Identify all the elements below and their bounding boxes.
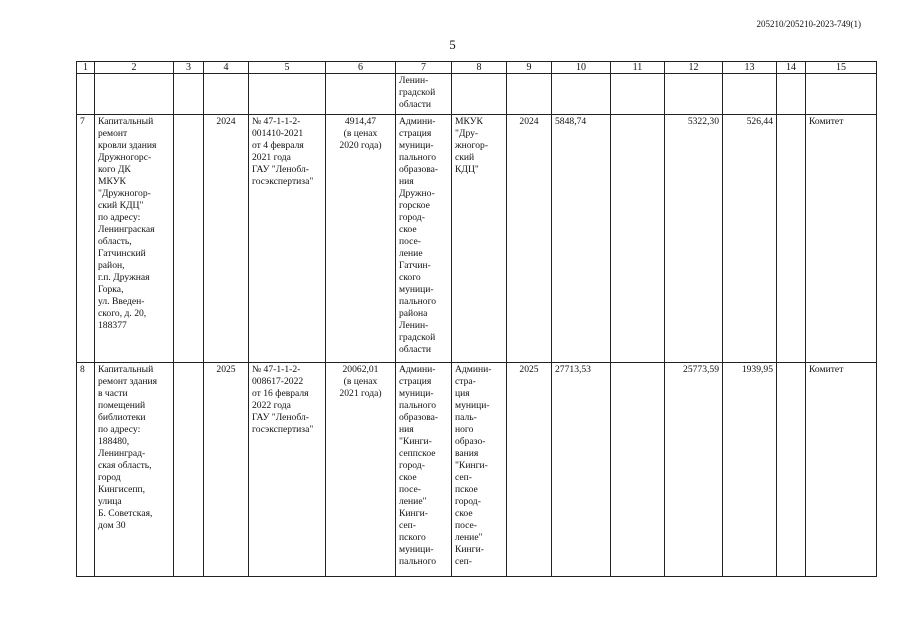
cell-customer: Админи- страция муници- пального образова- ния Дружно- горское город- ское посе- ление Гатчин- ского муници- пального района Ленин- градской области [396,115,452,363]
cell-col3 [174,363,204,577]
column-number: 2 [95,62,174,74]
cell-row-number: 7 [77,115,95,363]
cell-year: 2025 [204,363,249,577]
cell-expertise: № 47-1-1-2- 001410-2021 от 4 февраля 2021 года ГАУ "Ленобл- госэкспертиза" [249,115,326,363]
column-number-header-row [77,62,877,74]
cell-col11 [611,363,665,577]
column-number: 8 [452,62,507,74]
cell-estimated-cost: 4914,47 (в ценах 2020 года) [326,115,396,363]
cell-developer: Админи- стра- ция муници- паль- ного образо- вания "Кинги- сеп- пское город- ское посе- ление" Кинги- сеп- [452,363,507,577]
cell-regional-budget: 25773,59 [665,363,723,577]
cell-col14 [777,363,806,577]
cell-customer: Админи- страция муници- пального образова- ния "Кинги- сеппское город- ское посе- ление" Кинги- сеп- пского муници- пального [396,363,452,577]
cell-estimated-cost: 20062,01 (в ценах 2021 года) [326,363,396,577]
cell-year: 2024 [204,115,249,363]
cell-customer-continued: Ленин- градской области [396,74,452,115]
cell-object-name: Капитальный ремонт здания в части помещений библиотеки по адресу: 188480, Ленинград- ская область, город Кингисепп, улица Б. Советская, дом 30 [95,363,174,577]
cell-total: 5848,74 [552,115,611,363]
column-number: 5 [249,62,326,74]
cell-developer: МКУК "Дру- жногор- ский КДЦ" [452,115,507,363]
table-row [77,363,877,577]
program-table [76,61,877,577]
cell-local-budget: 526,44 [723,115,777,363]
column-number: 10 [552,62,611,74]
document-id: 205210/205210-2023-749(1) [756,19,861,29]
cell-total: 27713,53 [552,363,611,577]
table-row [77,115,877,363]
column-number: 11 [611,62,665,74]
column-number: 15 [806,62,877,74]
cell-regional-budget: 5322,30 [665,115,723,363]
column-number: 12 [665,62,723,74]
column-number: 3 [174,62,204,74]
column-number: 1 [77,62,95,74]
cell-col11 [611,115,665,363]
cell-row-number: 8 [77,363,95,577]
cell-completion-year: 2025 [507,363,552,577]
cell-responsible: Комитет [806,115,877,363]
cell-expertise: № 47-1-1-2- 008617-2022 от 16 февраля 2022 года ГАУ "Ленобл- госэкспертиза" [249,363,326,577]
page-number: 5 [449,37,456,52]
cell-object-name: Капитальный ремонт кровли здания Дружногорс- кого ДК МКУК "Дружногор- ский КДЦ" по адресу: Ленинграская область, Гатчинский район, г.п. Дружная Горка, ул. Введен- ского, д. 20, 188377 [95,115,174,363]
column-number: 9 [507,62,552,74]
continuation-row [77,74,877,115]
cell-col3 [174,115,204,363]
cell-responsible: Комитет [806,363,877,577]
column-number: 14 [777,62,806,74]
column-number: 6 [326,62,396,74]
cell-completion-year: 2024 [507,115,552,363]
cell-col14 [777,115,806,363]
column-number: 7 [396,62,452,74]
cell-local-budget: 1939,95 [723,363,777,577]
column-number: 4 [204,62,249,74]
column-number: 13 [723,62,777,74]
